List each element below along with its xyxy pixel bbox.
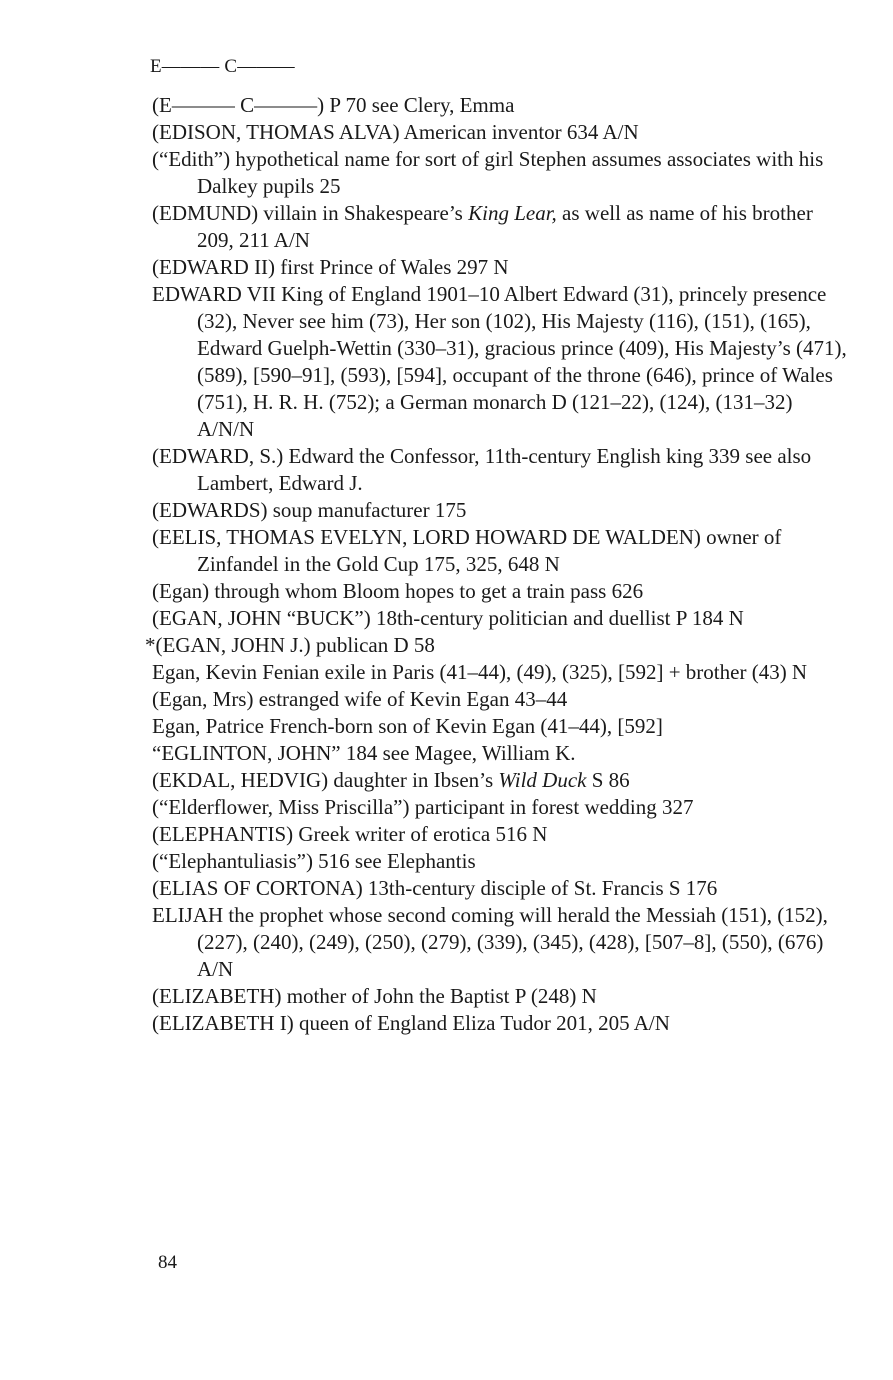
index-entry: (EDWARDS) soup manufacturer 175 (152, 498, 467, 522)
index-entry: Egan, Patrice French-born son of Kevin Egan (41–44), [592] (152, 714, 663, 738)
index-entry: (ELEPHANTIS) Greek writer of erotica 516 N (152, 822, 548, 846)
index-entry: (Egan, Mrs) estranged wife of Kevin Egan 43–44 (152, 687, 568, 711)
index-entry: (Egan) through whom Bloom hopes to get a train pass 626 (152, 579, 644, 603)
index-entry: (EDISON, THOMAS ALVA) American inventor 634 A/N (152, 120, 639, 144)
index-entry: (ELIZABETH I) queen of England Eliza Tudor 201, 205 A/N (152, 1011, 670, 1035)
index-entry: (“Elderflower, Miss Priscilla”) participant in forest wedding 327 (152, 795, 694, 819)
index-entry: Egan, Kevin Fenian exile in Paris (41–44), (49), (325), [592] + brother (43) N (152, 660, 808, 684)
italic-title: King Lear, (468, 201, 557, 225)
index-entry: (ELIAS OF CORTONA) 13th-century disciple of St. Francis S 176 (152, 876, 718, 900)
index-entry: *(EGAN, JOHN J.) publican D 58 (145, 633, 435, 657)
index-entry: (EDWARD, S.) Edward the Confessor, 11th-century English king 339 see also Lambert, Edward J. (152, 444, 812, 495)
index-entry: (EDWARD II) first Prince of Wales 297 N (152, 255, 509, 279)
index-entries (145, 92, 852, 1037)
italic-title: Wild Duck (498, 768, 587, 792)
index-entry: (ELIZABETH) mother of John the Baptist P (248) N (152, 984, 597, 1008)
index-entry: ELIJAH the prophet whose second coming will herald the Messiah (151), (152), (227), (240), (249), (250), (279), (339), (345), (428), [507–8], (550), (676) A/N (152, 903, 828, 981)
index-entry: (EELIS, THOMAS EVELYN, LORD HOWARD DE WALDEN) owner of Zinfandel in the Gold Cup 175, 325, 648 N (152, 525, 782, 576)
index-entry: “EGLINTON, JOHN” 184 see Magee, William K. (152, 741, 576, 765)
index-entry: (E——— C———) P 70 see Clery, Emma (152, 93, 515, 117)
index-entry: (EKDAL, HEDVIG) daughter in Ibsen’s Wild Duck S 86 (152, 768, 630, 792)
index-entry: EDWARD VII King of England 1901–10 Albert Edward (31), princely presence (32), Never see him (73), Her son (102), His Majesty (116), (151), (165), Edward Guelph-Wettin (330–31), gracious prince (409), His Majesty’s (471), (589), [590–91], (593), [594], occupant of the throne (646), prince of Wales (751), H. R. H. (752); a German monarch D (121–22), (124), (131–32) A/N/N (152, 282, 847, 441)
running-head: E——— C——— (150, 56, 295, 77)
page-number: 84 (158, 1252, 177, 1273)
index-entry: (“Edith”) hypothetical name for sort of girl Stephen assumes associates with his Dalkey pupils 25 (152, 147, 824, 198)
index-entry: (“Elephantuliasis”) 516 see Elephantis (152, 849, 476, 873)
index-entry: (EDMUND) villain in Shakespeare’s King Lear, as well as name of his brother 209, 211 A/N (152, 201, 813, 252)
index-entry: (EGAN, JOHN “BUCK”) 18th-century politician and duellist P 184 N (152, 606, 744, 630)
